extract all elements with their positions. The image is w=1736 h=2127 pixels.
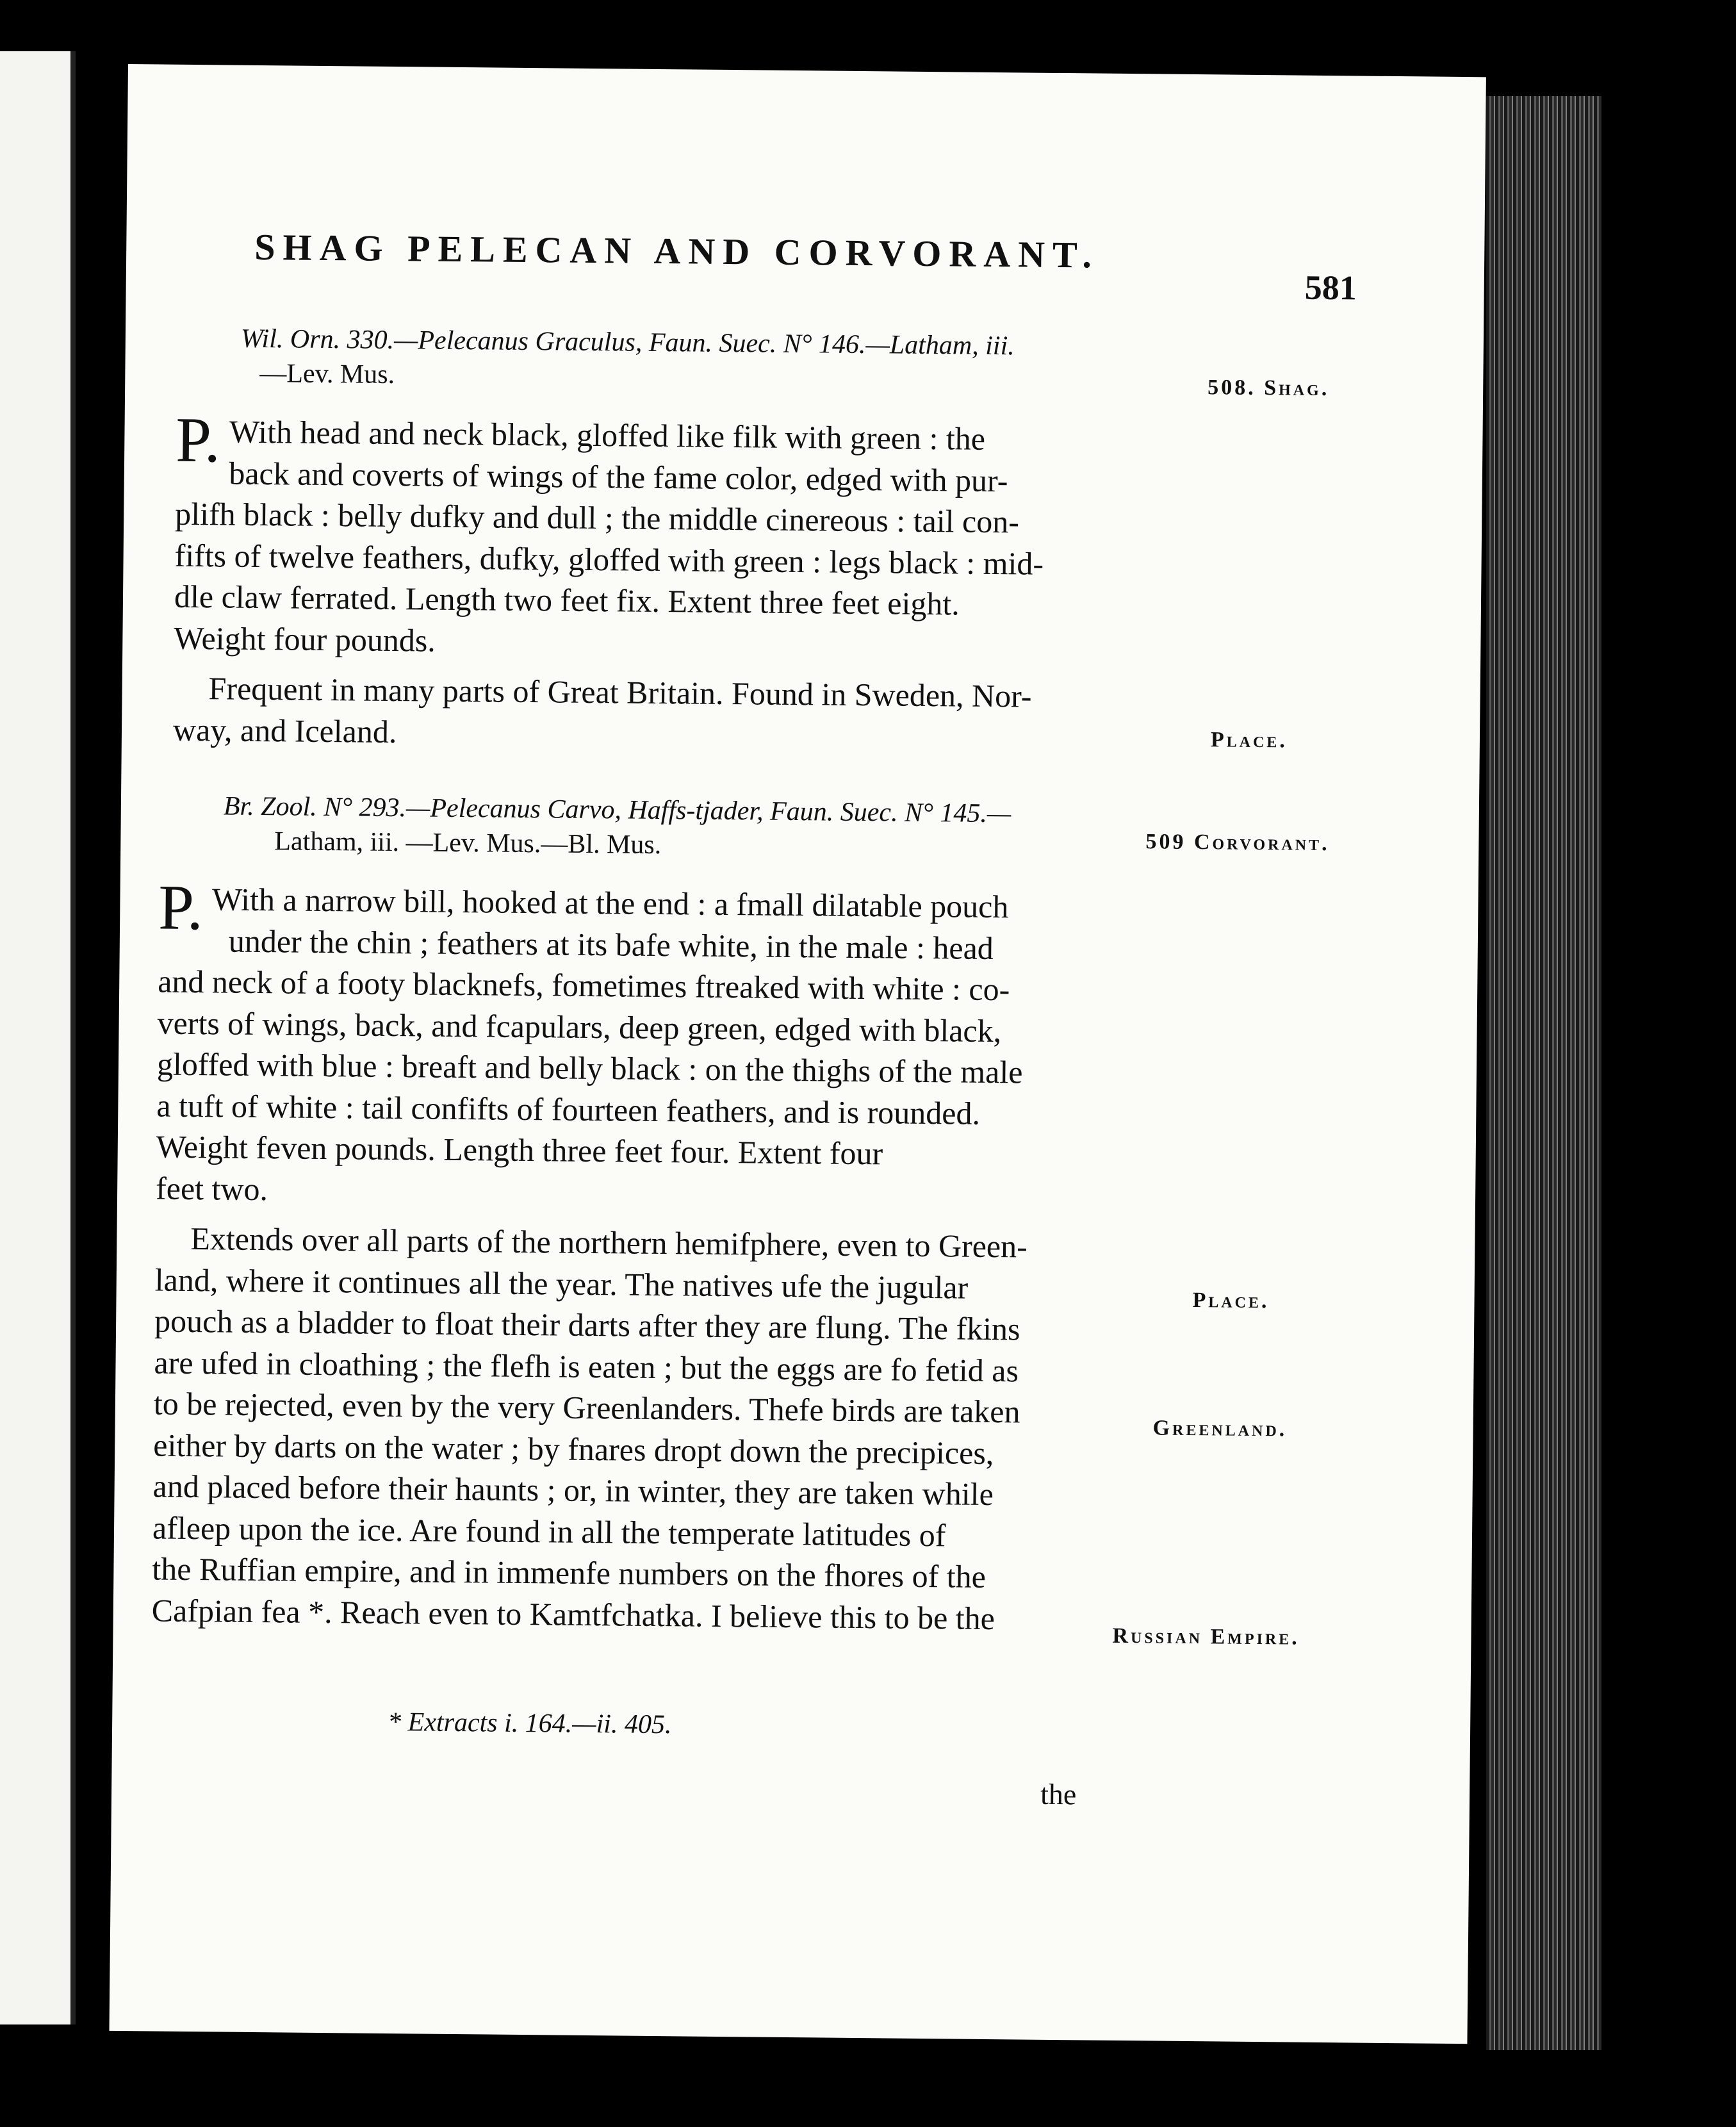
text-line: Frequent in many parts of Great Britain. Found in Sweden, Nor- — [208, 670, 1032, 714]
text-line: back and coverts of wings of the fame color, edged with pur- — [229, 455, 1008, 498]
text-line: gloffed with blue : breaft and belly black : on the thighs of the male — [156, 1046, 1023, 1090]
running-title: SHAG PELECAN AND CORVORANT. — [254, 226, 1100, 276]
text-line: to be rejected, even by the very Greenlanders. Thefe birds are taken — [153, 1385, 1020, 1430]
page-stack-edge — [1486, 96, 1601, 2050]
text-line: land, where it continues all the year. The natives ufe the jugular — [154, 1261, 969, 1306]
margin-label-greenland: Greenland. — [1152, 1416, 1288, 1441]
text-line: verts of wings, back, and fcapulars, deep green, edged with black, — [157, 1005, 1002, 1049]
shag-synonymy-line: —Lev. Mus. — [259, 358, 395, 390]
text-line: Cafpian fea *. Reach even to Kamtfchatka. I believe this to be the — [151, 1591, 995, 1636]
margin-label-russian-empire: Russian Empire. — [1112, 1623, 1300, 1650]
text-line: way, and Iceland. — [172, 711, 397, 750]
shag-synonymy-line: Wil. Orn. 330.—Pelecanus Graculus, Faun. Suec. N° 146.—Latham, iii. — [240, 324, 1015, 361]
catchword: the — [1040, 1777, 1077, 1811]
margin-label-shag: 508. Shag. — [1208, 375, 1330, 401]
drop-cap: P. — [158, 871, 204, 944]
text-line: feet two. — [155, 1169, 268, 1207]
text-line: Weight four pounds. — [174, 620, 436, 659]
text-line: dle claw ferrated. Length two feet fix. Extent three feet eight. — [174, 578, 960, 622]
margin-label-corvorant: 509 Corvorant. — [1145, 830, 1330, 856]
drop-cap: P. — [175, 404, 221, 476]
corvorant-synonymy-line: Latham, iii. —Lev. Mus.—Bl. Mus. — [274, 826, 662, 860]
book-page — [110, 64, 1486, 2044]
facing-page-edge — [0, 51, 76, 2024]
margin-label-place: Place. — [1210, 728, 1288, 753]
shag-description — [172, 404, 1134, 759]
corvorant-synonymy — [223, 789, 1011, 866]
text-line: the Ruffian empire, and in immenfe numbers on the fhores of the — [152, 1550, 987, 1595]
margin-label-place: Place. — [1192, 1288, 1270, 1313]
text-line: either by darts on the water ; by fnares dropt down the precipices, — [153, 1426, 994, 1471]
shag-synonymy — [240, 322, 1015, 398]
text-line: are ufed in cloathing ; the flefh is eaten ; but the eggs are fo fetid as — [154, 1343, 1019, 1388]
text-line: With a narrow bill, hooked at the end : a fmall dilatable pouch — [211, 881, 1009, 925]
corvorant-description — [151, 871, 1117, 1640]
text-line: pouch as a bladder to float their darts after they are flung. The fkins — [154, 1302, 1020, 1347]
text-line: afleep upon the ice. Are found in all the temperate latitudes of — [152, 1509, 946, 1553]
text-line: With head and neck black, gloffed like filk with green : the — [229, 413, 986, 457]
text-line: and placed before their haunts ; or, in winter, they are taken while — [152, 1468, 994, 1513]
page-number: 581 — [1304, 268, 1357, 308]
text-line: plifh black : belly dufky and dull ; the middle cinereous : tail con- — [174, 495, 1020, 540]
text-line: Weight feven pounds. Length three feet four. Extent four — [156, 1128, 883, 1172]
footnote: * Extracts i. 164.—ii. 405. — [387, 1707, 672, 1740]
corvorant-synonymy-line: Br. Zool. N° 293.—Pelecanus Carvo, Haffs-tjader, Faun. Suec. N° 145.— — [223, 791, 1011, 829]
text-line: and neck of a footy blacknefs, fometimes ftreaked with white : co- — [157, 963, 1010, 1008]
text-line: Extends over all parts of the northern hemifphere, even to Green- — [190, 1220, 1028, 1265]
text-line: a tuft of white : tail confifts of fourteen feathers, and is rounded. — [156, 1087, 981, 1131]
text-line: under the chin ; feathers at its bafe white, in the male : head — [228, 923, 994, 966]
text-line: fifts of twelve feathers, dufky, gloffed with green : legs black : mid- — [174, 537, 1044, 582]
